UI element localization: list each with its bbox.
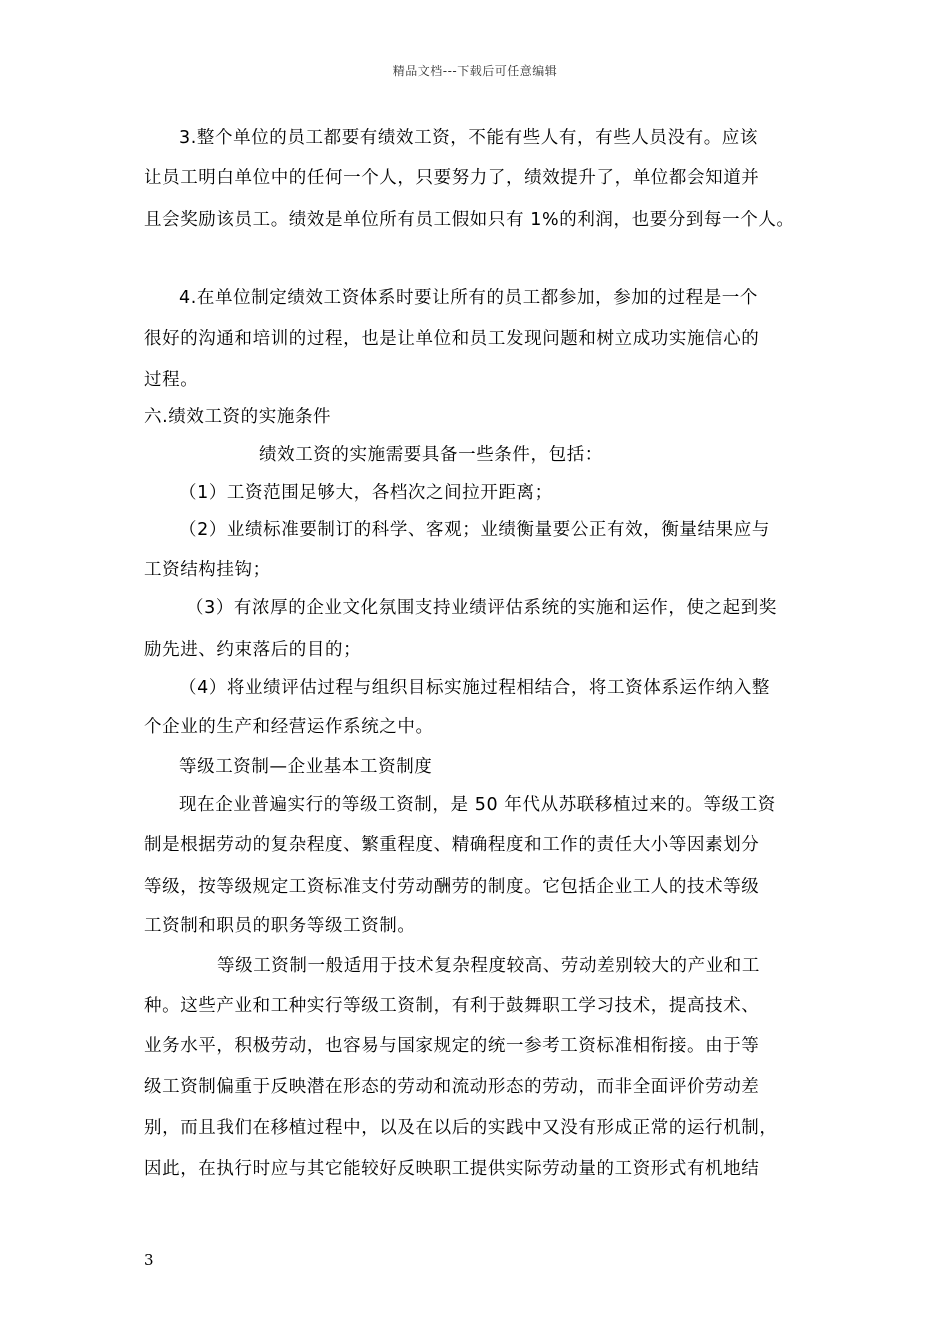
text-line: 3.整个单位的员工都要有绩效工资，不能有些人有，有些人员没有。应该 [179,128,758,148]
section-heading: 等级工资制—企业基本工资制度 [179,757,433,777]
text-line: 励先进、约束落后的目的； [144,640,362,660]
text-line: 过程。 [144,370,199,390]
text-line: 因此，在执行时应与其它能较好反映职工提供实际劳动量的工资形式有机地结 [144,1159,760,1179]
text-line: 工资结构挂钩； [144,560,271,580]
text-line: （4）将业绩评估过程与组织目标实施过程相结合，将工资体系运作纳入整 [179,678,770,698]
text-line: 现在企业普遍实行的等级工资制，是 50 年代从苏联移植过来的。等级工资 [179,795,776,815]
page-header: 精品文档---下载后可任意编辑 [392,64,558,78]
text-line: 个企业的生产和经营运作系统之中。 [144,717,434,737]
text-line: 很好的沟通和培训的过程，也是让单位和员工发现问题和树立成功实施信心的 [144,329,760,349]
text-line: 制是根据劳动的复杂程度、繁重程度、精确程度和工作的责任大小等因素划分 [144,835,760,855]
text-line: 业务水平，积极劳动，也容易与国家规定的统一参考工资标准相衔接。由于等 [144,1036,760,1056]
text-line: （1）工资范围足够大，各档次之间拉开距离； [179,483,553,503]
section-heading: 六.绩效工资的实施条件 [144,407,332,427]
text-line: （3）有浓厚的企业文化氛围支持业绩评估系统的实施和运作，使之起到奖 [186,598,777,618]
text-line: 让员工明白单位中的任何一个人，只要努力了，绩效提升了，单位都会知道并 [144,168,760,188]
text-line: 种。这些产业和工种实行等级工资制，有利于鼓舞职工学习技术，提高技术、 [144,996,760,1016]
text-line: 工资制和职员的职务等级工资制。 [144,916,416,936]
text-line: 绩效工资的实施需要具备一些条件，包括： [259,445,603,465]
text-line: 等级，按等级规定工资标准支付劳动酬劳的制度。它包括企业工人的技术等级 [144,877,760,897]
text-line: 别，而且我们在移植过程中，以及在以后的实践中又没有形成正常的运行机制， [144,1118,778,1138]
page-number: 3 [144,1251,154,1269]
text-line: 4.在单位制定绩效工资体系时要让所有的员工都参加，参加的过程是一个 [179,288,758,308]
text-line: 且会奖励该员工。绩效是单位所有员工假如只有 1%的利润，也要分到每一个人。 [144,210,795,230]
text-line: 级工资制偏重于反映潜在形态的劳动和流动形态的劳动，而非全面评价劳动差 [144,1077,760,1097]
text-line: 等级工资制一般适用于技术复杂程度较高、劳动差别较大的产业和工 [217,956,760,976]
text-line: （2）业绩标准要制订的科学、客观；业绩衡量要公正有效，衡量结果应与 [179,520,770,540]
